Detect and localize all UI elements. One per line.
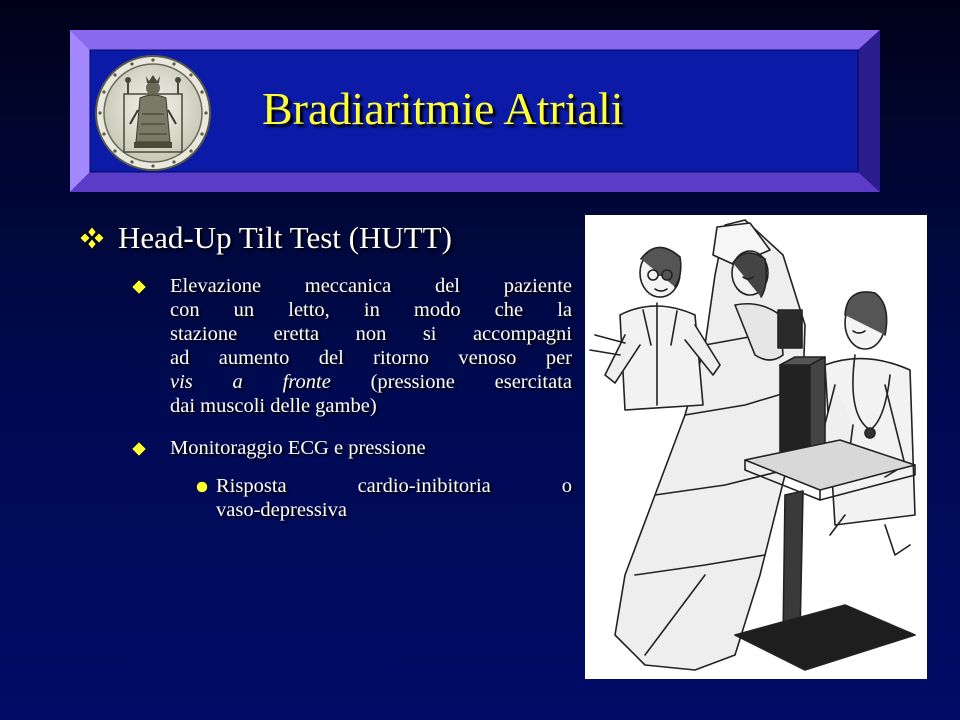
item1-line-4: ad aumento del ritorno venoso per — [170, 347, 572, 369]
item1-line-3: stazione eretta non si accompagni — [170, 323, 572, 345]
tilt-table-test-illustration — [585, 215, 927, 679]
slide-body — [76, 218, 572, 522]
sub1-line-1: Risposta cardio-inibitoria o — [216, 475, 572, 497]
bullet-heading — [76, 218, 572, 258]
item1-italic-text: vis a fronte — [170, 371, 331, 393]
diamond-bullet-icon — [78, 226, 106, 250]
bullet-item-elevazione — [128, 274, 572, 418]
sub-bullet-risposta — [196, 474, 572, 522]
item1-line-5 — [170, 370, 572, 394]
item1-line-1: Elevazione meccanica del paziente — [170, 275, 572, 297]
heading-text: Head-Up Tilt Test (HUTT) — [118, 220, 452, 255]
item1-line-2: con un letto, in modo che la — [170, 299, 572, 321]
sub1-line-2: vaso-depressiva — [216, 499, 347, 521]
university-seal-icon — [94, 54, 212, 172]
diamond-small-bullet-icon — [132, 442, 146, 456]
diamond-small-bullet-icon — [132, 280, 146, 294]
tilt-table-drawing — [585, 215, 927, 679]
item1-line-6: dai muscoli delle gambe) — [170, 395, 377, 417]
item2-text: Monitoraggio ECG e pressione — [170, 437, 426, 459]
dot-bullet-icon — [196, 481, 208, 493]
bullet-item-monitoraggio — [128, 436, 572, 460]
slide-title: Bradiaritmie Atriali — [262, 83, 624, 134]
item1-after-italic: (pressione esercitata — [370, 371, 572, 393]
